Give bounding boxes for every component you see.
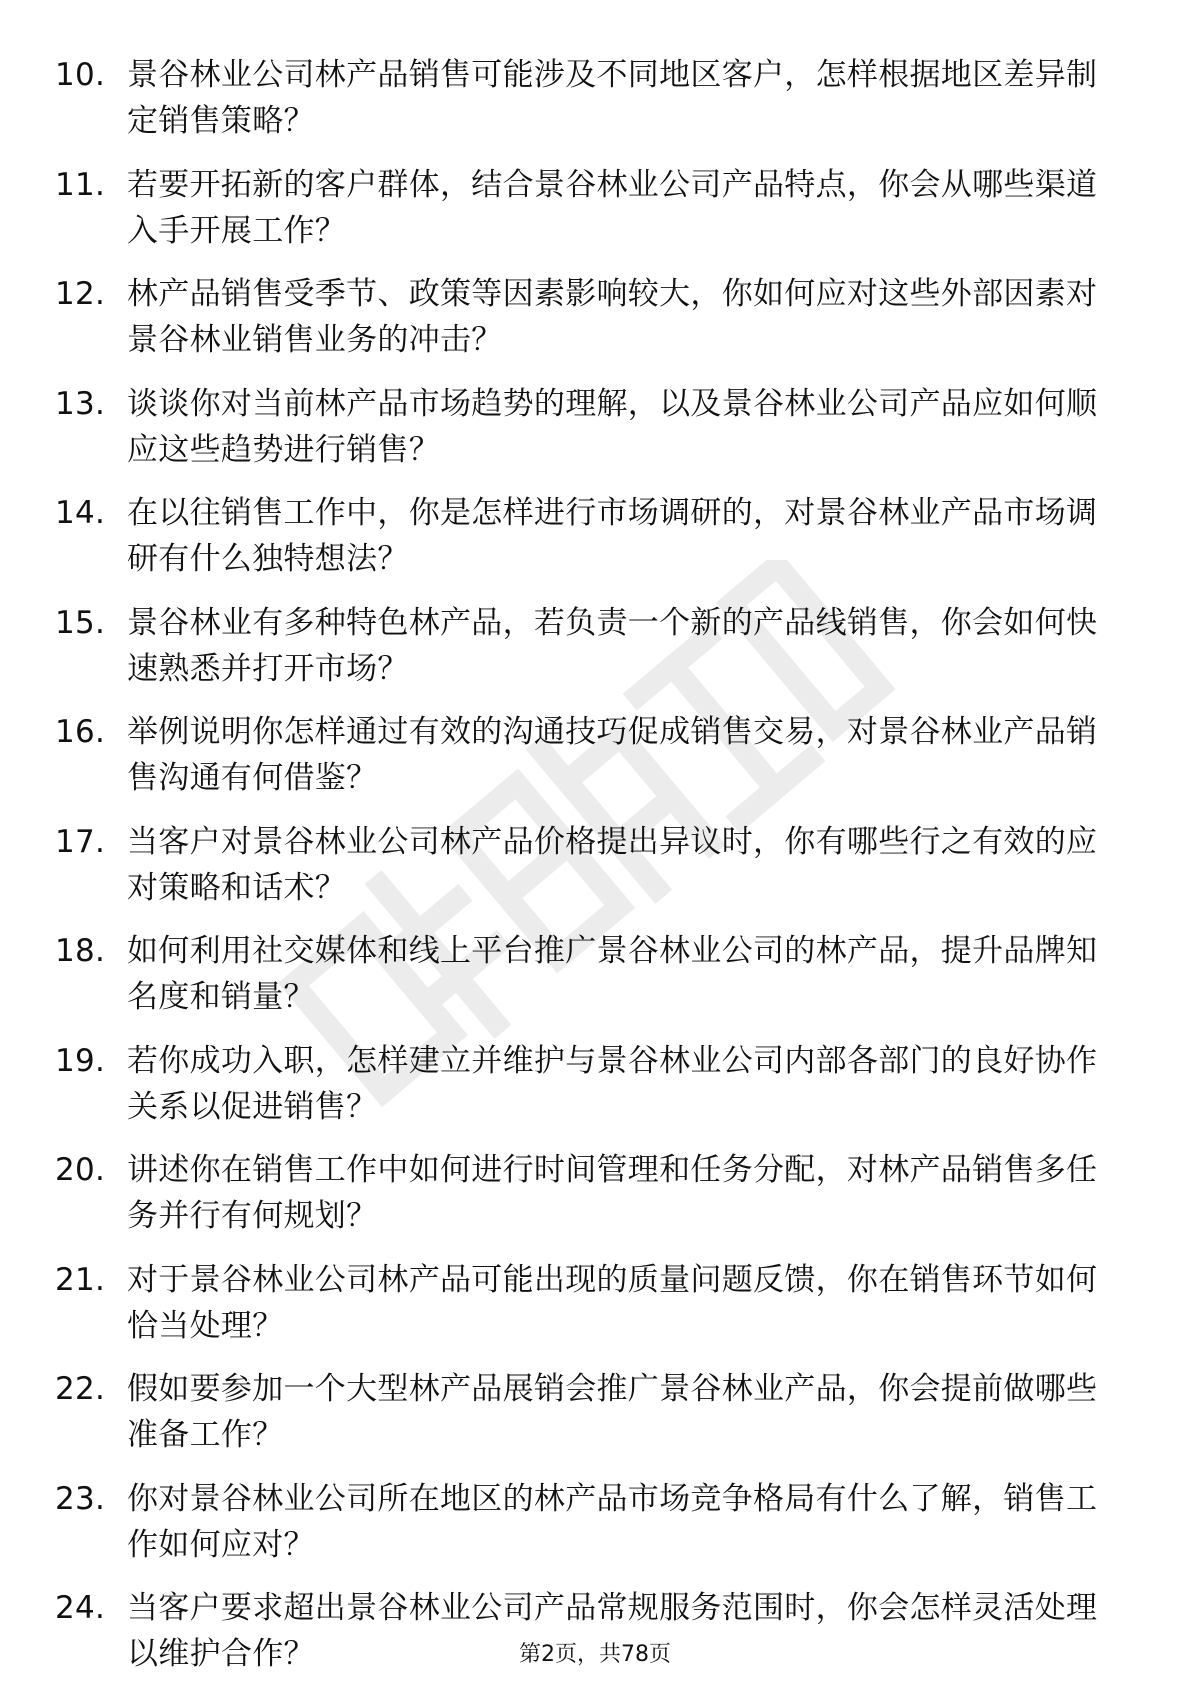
question-item bbox=[55, 381, 1120, 473]
question-list bbox=[55, 52, 1120, 1695]
question-text: 你对景谷林业公司所在地区的林产品市场竞争格局有什么了解，销售工作如何应对？ bbox=[127, 1480, 1098, 1563]
question-number: 24. bbox=[55, 1590, 106, 1626]
question-item bbox=[55, 162, 1120, 254]
question-item bbox=[55, 52, 1120, 144]
question-number: 10. bbox=[55, 57, 106, 93]
question-item bbox=[55, 271, 1120, 363]
question-item bbox=[55, 1257, 1120, 1349]
question-number: 16. bbox=[55, 714, 106, 750]
question-text: 讲述你在销售工作中如何进行时间管理和任务分配，对林产品销售多任务并行有何规划？ bbox=[127, 1152, 1098, 1234]
question-number: 23. bbox=[55, 1480, 106, 1517]
question-number: 13. bbox=[55, 385, 106, 422]
question-item bbox=[55, 709, 1120, 801]
question-item bbox=[55, 1476, 1120, 1568]
question-text: 林产品销售受季节、政策等因素影响较大，你如何应对这些外部因素对景谷林业销售业务的冲击？ bbox=[127, 276, 1098, 358]
question-number: 21. bbox=[55, 1261, 106, 1298]
question-number: 20. bbox=[55, 1152, 106, 1188]
question-item bbox=[55, 490, 1120, 582]
question-number: 22. bbox=[55, 1371, 106, 1407]
question-item bbox=[55, 1366, 1120, 1458]
question-number: 11. bbox=[55, 166, 106, 203]
question-number: 15. bbox=[55, 604, 106, 641]
question-text: 在以往销售工作中，你是怎样进行市场调研的，对景谷林业产品市场调研有什么独特想法？ bbox=[127, 495, 1098, 577]
page-footer: 第2页，共78页 bbox=[519, 1642, 671, 1667]
question-item bbox=[55, 928, 1120, 1020]
question-text: 景谷林业有多种特色林产品，若负责一个新的产品线销售，你会如何快速熟悉并打开市场？ bbox=[127, 604, 1098, 687]
question-item bbox=[55, 600, 1120, 692]
question-item bbox=[55, 1147, 1120, 1239]
question-number: 14. bbox=[55, 495, 106, 531]
question-number: 17. bbox=[55, 823, 106, 860]
question-text: 对于景谷林业公司林产品可能出现的质量问题反馈，你在销售环节如何恰当处理？ bbox=[127, 1261, 1098, 1344]
question-text: 若你成功入职，怎样建立并维护与景谷林业公司内部各部门的良好协作关系以促进销售？ bbox=[127, 1042, 1098, 1125]
question-text: 举例说明你怎样通过有效的沟通技巧促成销售交易，对景谷林业产品销售沟通有何借鉴？ bbox=[127, 714, 1098, 796]
question-number: 18. bbox=[55, 933, 106, 969]
question-text: 谈谈你对当前林产品市场趋势的理解，以及景谷林业公司产品应如何顺应这些趋势进行销售？ bbox=[127, 385, 1098, 468]
question-text: 若要开拓新的客户群体，结合景谷林业公司产品特点，你会从哪些渠道入手开展工作？ bbox=[127, 166, 1098, 249]
question-item bbox=[55, 819, 1120, 911]
question-text: 当客户对景谷林业公司林产品价格提出异议时，你有哪些行之有效的应对策略和话术？ bbox=[127, 823, 1098, 906]
question-text: 当客户要求超出景谷林业公司产品常规服务范围时，你会怎样灵活处理以维护合作？ bbox=[127, 1590, 1098, 1672]
question-text: 假如要参加一个大型林产品展销会推广景谷林业产品，你会提前做哪些准备工作？ bbox=[127, 1371, 1098, 1453]
question-item bbox=[55, 1038, 1120, 1130]
question-text: 景谷林业公司林产品销售可能涉及不同地区客户，怎样根据地区差异制定销售策略？ bbox=[127, 57, 1098, 139]
question-number: 12. bbox=[55, 276, 106, 312]
question-number: 19. bbox=[55, 1042, 106, 1079]
question-text: 如何利用社交媒体和线上平台推广景谷林业公司的林产品，提升品牌知名度和销量？ bbox=[127, 933, 1098, 1015]
